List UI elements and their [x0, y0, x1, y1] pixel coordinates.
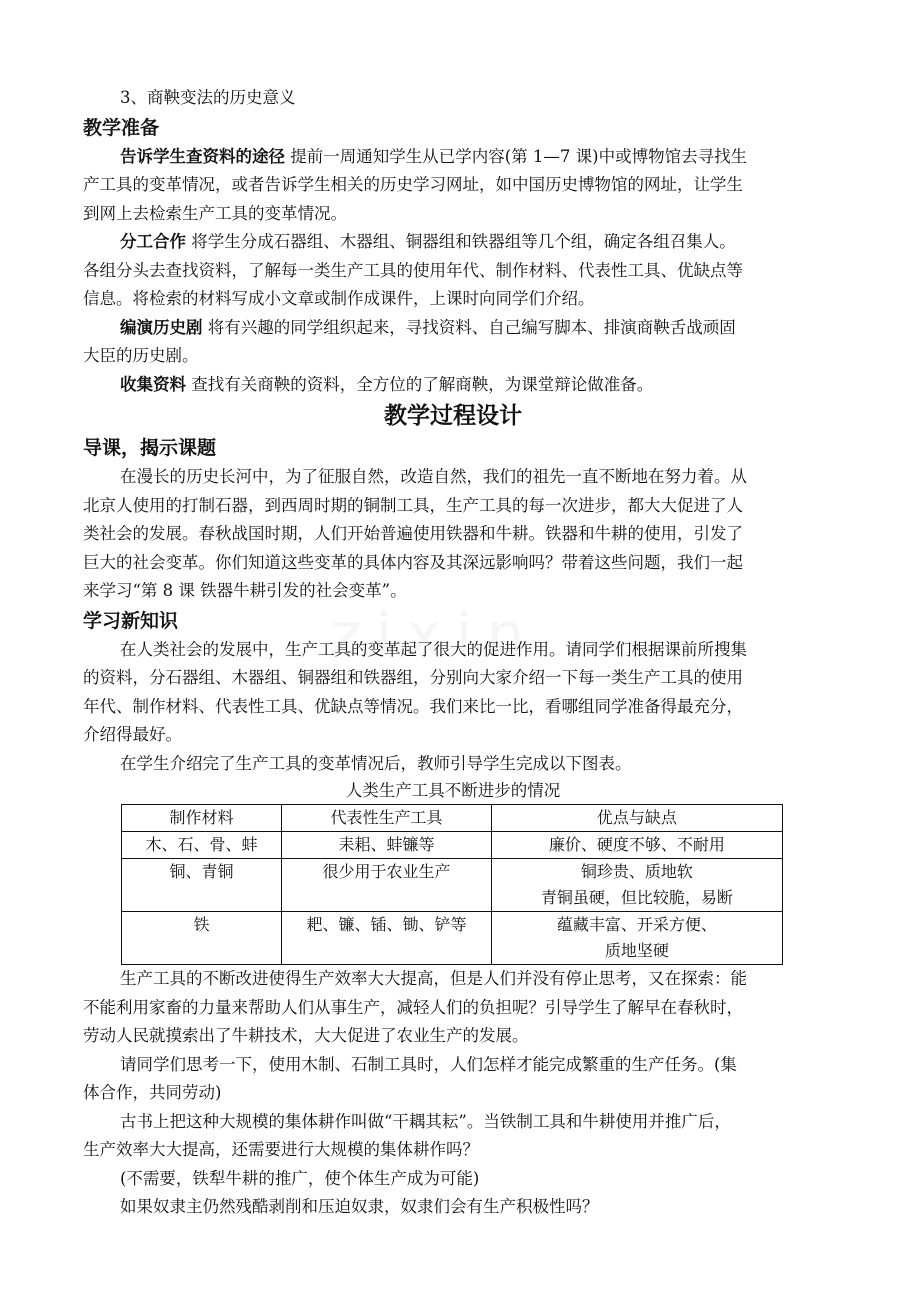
table-header-cell: 代表性生产工具 [282, 805, 492, 832]
paragraph-line: 查找有关商鞅的资料，全方位的了解商鞅，为课堂辩论做准备。 [191, 374, 654, 394]
paragraph-line: 产工具的变革情况，或者告诉学生相关的历史学习网址，如中国历史博物馆的网址，让学生 [83, 175, 743, 194]
cell-line: 铜珍贵、质地软 [580, 862, 693, 881]
table-cell: 廉价、硬度不够、不耐用 [491, 832, 782, 859]
table-header-cell: 制作材料 [122, 805, 282, 832]
lead-text: 告诉学生查资料的途径 [120, 146, 285, 166]
cell-line: 质地坚硬 [604, 941, 669, 960]
paragraph-line: 将学生分成石器组、木器组、铜器组和铁器组等几个组，确定各组召集人。 [191, 232, 736, 251]
intro-heading: 导课，揭示课题 [83, 437, 217, 459]
tools-table [121, 804, 783, 965]
paragraph-line: 到网上去检索生产工具的变革情况。 [83, 203, 347, 223]
lead-text: 分工合作 [120, 232, 186, 251]
paragraph-line: 年代、制作材料、代表性工具、优缺点等情况。我们来比一比，看哪组同学准备得最充分， [83, 696, 743, 716]
paragraph-line: 类社会的发展。春秋战国时期，人们开始普遍使用铁器和牛耕。铁器和牛耕的使用，引发了 [83, 524, 743, 543]
cell-line: 青铜虽硬，但比较脆，易断 [540, 888, 733, 907]
lead-text: 编演历史剧 [120, 317, 203, 337]
learn-heading: 学习新知识 [83, 609, 179, 632]
final-line: 如果奴隶主仍然残酷剥削和压迫奴隶，奴隶们会有生产积极性吗？ [120, 1197, 599, 1216]
lead-text: 收集资料 [120, 374, 186, 394]
paragraph-line: 巨大的社会变革。你们知道这些变革的具体内容及其深远影响吗？带着这些问题，我们一起 [83, 552, 743, 572]
paragraph-line: 介绍得最好。 [83, 725, 182, 744]
table-cell: 耒耜、蚌镰等 [282, 832, 492, 859]
paragraph-line: 的资料，分石器组、木器组、铜器组和铁器组，分别向大家介绍一下每一类生产工具的使用 [83, 668, 743, 687]
paragraph-line: 生产效率大大提高，还需要进行大规模的集体耕作吗？ [83, 1140, 479, 1159]
after-table-paragraph [83, 965, 823, 1051]
paragraph-line: 体合作，共同劳动) [83, 1083, 222, 1102]
table-row [122, 859, 783, 912]
paragraph-line: 不能利用家畜的力量来帮助人们从事生产，减轻人们的负担呢？引导学生了解早在春秋时， [83, 997, 743, 1017]
paragraph-line: 在漫长的历史长河中，为了征服自然，改造自然，我们的祖先一直不断地在努力着。从 [120, 467, 747, 486]
learn-paragraph [83, 636, 823, 750]
think-paragraph [83, 1051, 823, 1108]
paragraph-line: 将有兴趣的同学组织起来，寻找资料、自己编写脚本、排演商鞅舌战顽固 [207, 317, 736, 337]
table-cell: 铁 [122, 912, 282, 965]
paragraph-line: 北京人使用的打制石器，到西周时期的铜制工具，生产工具的每一次进步，都大大促进了人 [83, 495, 743, 515]
process-title: 教学过程设计 [384, 403, 522, 429]
paragraph-line: 信息。将检索的材料写成小文章或制作成课件，上课时向同学们介绍。 [83, 289, 595, 308]
after-line: 在学生介绍完了生产工具的变革情况后，教师引导学生完成以下图表。 [120, 753, 632, 773]
table-header-row [122, 805, 783, 832]
prep-paragraph-2 [83, 228, 823, 314]
table-cell [491, 859, 782, 912]
intro-paragraph [83, 463, 823, 606]
table-row [122, 912, 783, 965]
paragraph-line: 各组分头去查找资料，了解每一类生产工具的使用年代、制作材料、代表性工具、优缺点等 [83, 260, 743, 280]
prep-paragraph-4 [83, 371, 823, 400]
ancient-paragraph [83, 1108, 823, 1165]
paragraph-line: 劳动人民就摸索出了牛耕技术，大大促进了农业生产的发展。 [83, 1026, 529, 1045]
prep-paragraph-1 [83, 143, 823, 229]
paragraph-line: 古书上把这种大规模的集体耕作叫做“干耦其耘”。当铁制工具和牛耕使用并推广后， [120, 1111, 731, 1131]
table-cell [491, 912, 782, 965]
table-cell: 耙、镰、锸、锄、铲等 [282, 912, 492, 965]
paragraph-line: 在人类社会的发展中，生产工具的变革起了很大的促进作用。请同学们根据课前所搜集 [120, 639, 747, 659]
table-header-cell: 优点与缺点 [491, 805, 782, 832]
paragraph-line: 生产工具的不断改进使得生产效率大大提高，但是人们并没有停止思考，又在探索：能 [120, 969, 747, 988]
table-cell: 铜、青铜 [122, 859, 282, 912]
paragraph-line: 来学习“第 8 课 铁器牛耕引发的社会变革”。 [83, 581, 407, 600]
paragraph-line: 提前一周通知学生从已学内容(第 1—7 课)中或博物馆去寻找生 [290, 146, 748, 166]
document-page [83, 84, 823, 1222]
table-caption: 人类生产工具不断进步的情况 [345, 781, 561, 800]
prep-paragraph-3 [83, 314, 823, 371]
intro-line: 3、商鞅变法的历史意义 [120, 88, 296, 107]
prep-heading: 教学准备 [83, 116, 160, 139]
cell-line: 蕴藏丰富、开采方便、 [556, 915, 717, 934]
paragraph-line: 请同学们思考一下，使用木制、石制工具时，人们怎样才能完成繁重的生产任务。(集 [120, 1054, 737, 1074]
table-cell: 很少用于农业生产 [282, 859, 492, 912]
table-row [122, 832, 783, 859]
paragraph-line: 大臣的历史剧。 [83, 346, 199, 365]
table-cell: 木、石、骨、蚌 [122, 832, 282, 859]
answer-line: (不需要，铁犁牛耕的推广，使个体生产成为可能) [120, 1168, 480, 1188]
